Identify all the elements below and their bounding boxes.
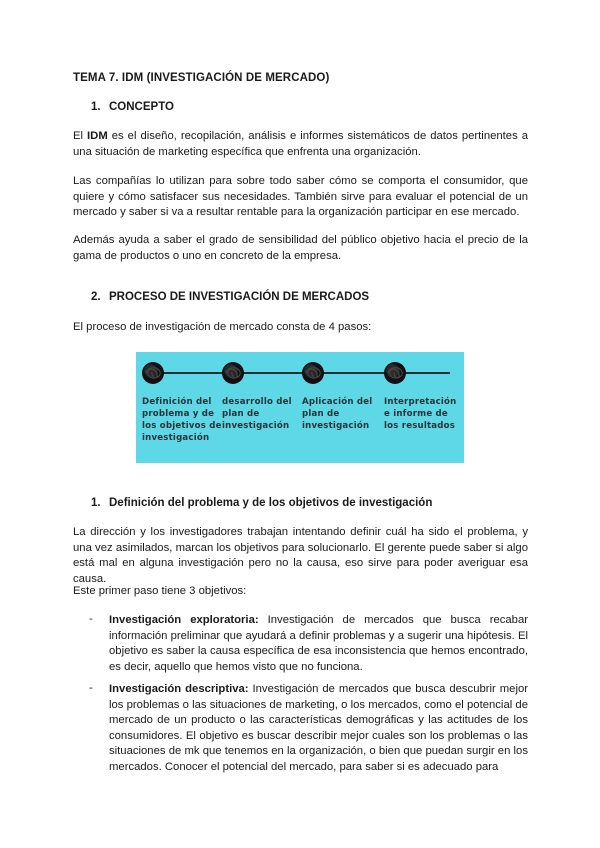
text-run: es el diseño, recopilación, análisis e informes sistemáticos de datos pertinentes a una situación de marketing específica que enfrenta una organización. — [73, 130, 529, 158]
paragraph-idm-definition — [73, 129, 528, 160]
scribble-dot-icon — [222, 362, 244, 384]
bullet-text: Investigación de mercados que busca recabar información preliminar que ayudará a definir problemas y a sugerir una hipótesis. El objetivo es saber la causa específica de esa inconsistencia que hemos encontrado, es decir, aquello que hemos visto que no funciona. — [109, 614, 529, 673]
bullet-marker: - — [89, 613, 93, 625]
paragraph-sensitivity: Además ayuda a saber el grado de sensibilidad del público objetivo hacia el precio de la gama de productos o uno en concreto de la empresa. — [73, 234, 528, 262]
bullet-exploratoria — [109, 613, 528, 675]
scribble-dot-icon — [142, 362, 164, 384]
step-label: Interpretación e informe de los resultados — [384, 397, 457, 431]
section-number: 2. — [91, 291, 101, 303]
section-number: 1. — [91, 101, 101, 113]
section-title: CONCEPTO — [109, 101, 174, 113]
section-title: PROCESO DE INVESTIGACIÓN DE MERCADOS — [109, 291, 370, 303]
paragraph-three-objectives: Este primer paso tiene 3 objetivos: — [73, 585, 247, 597]
step-label: desarrollo del plan de investigación — [222, 397, 292, 431]
section-heading-concepto — [91, 101, 174, 113]
bullet-term: Investigación exploratoria: — [109, 614, 259, 626]
section-number: 1. — [91, 497, 101, 509]
scribble-dot-icon — [302, 362, 324, 384]
bullet-term: Investigación descriptiva: — [109, 683, 249, 695]
bold-term: IDM — [87, 130, 108, 142]
paragraph-four-steps: El proceso de investigación de mercado consta de 4 pasos: — [73, 321, 372, 333]
section-title: Definición del problema y de los objetivos de investigación — [109, 497, 433, 509]
step-label: Definición del problema y de los objetivos de investigación — [142, 397, 222, 443]
process-diagram — [136, 352, 464, 463]
text-run: El — [73, 130, 88, 142]
bullet-marker: - — [89, 682, 93, 694]
document-title: TEMA 7. IDM (INVESTIGACIÓN DE MERCADO) — [73, 72, 330, 84]
section-heading-proceso — [91, 291, 369, 303]
paragraph-direction: La dirección y los investigadores trabajan intentando definir cuál ha sido el problema, y una vez asimilados, marcan los objetivos para solucionarlo. El gerente puede saber si algo está mal en alguna investigación pero no la causa, eso sirve para poder averiguar esa causa. — [73, 526, 528, 585]
paragraph-companies: Las compañías lo utilizan para sobre todo saber cómo se comporta el consumidor, que quiere y cómo satisfacer sus necesidades. También sirve para evaluar el potencial de un mercado y saber si va a resultar rentable para la organización participar en ese mercado. — [73, 175, 528, 219]
subsection-heading-definicion — [91, 497, 432, 509]
scribble-dot-icon — [384, 362, 406, 384]
step-label: Aplicación del plan de investigación — [302, 397, 373, 431]
bullet-descriptiva — [109, 682, 528, 776]
bullet-text: Investigación de mercados que busca descubrir mejor los problemas o las situaciones de marketing, o los mercados, como el potencial de mercado de un producto o las características demográficas y las actitudes de los consumidores. El objetivo es buscar describir mejor cuales son los problemas o las situaciones de mk que tenemos en la organización, o bien que puedan surgir en los mercados. Conocer el potencial del mercado, para saber si es adecuado para — [109, 683, 529, 773]
